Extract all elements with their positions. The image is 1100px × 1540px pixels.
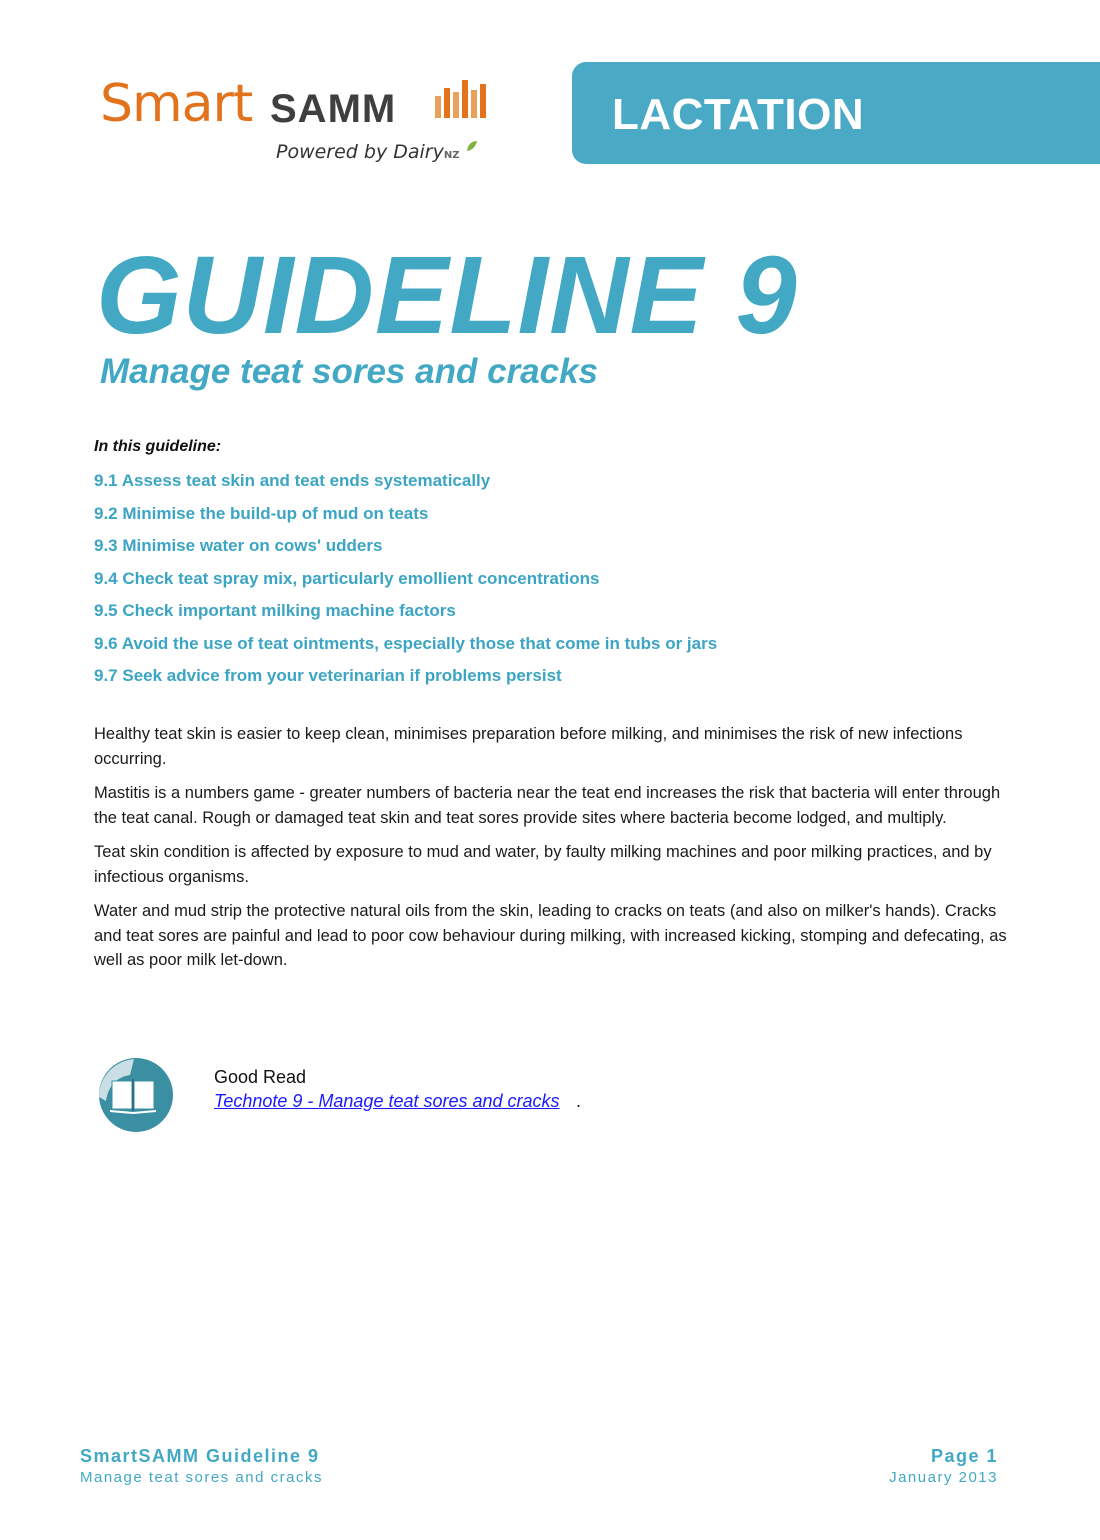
good-read-period: . (576, 1091, 582, 1111)
footer-left (80, 1444, 323, 1488)
good-read-label: Good Read (214, 1067, 307, 1087)
logo-smart-text: Smart (100, 74, 253, 134)
footer-date: January 2013 (889, 1469, 998, 1486)
book-icon (94, 1055, 176, 1135)
footer-page-number: Page 1 (930, 1446, 998, 1466)
toc-list (94, 468, 717, 696)
toc-item-9-1[interactable]: 9.1 Assess teat skin and teat ends systematically (94, 471, 491, 490)
logo-tagline-nz: NZ (443, 150, 460, 161)
smartsamm-logo (100, 72, 500, 182)
banner-label: LACTATION (612, 90, 865, 139)
logo-tagline (276, 140, 478, 163)
section-banner (572, 62, 1100, 164)
toc-item-9-4[interactable]: 9.4 Check teat spray mix, particularly emollient concentrations (94, 568, 600, 588)
body-text (94, 722, 1014, 983)
footer-doc-subtitle: Manage teat sores and cracks (80, 1469, 323, 1486)
technote-link[interactable]: Technote 9 - Manage teat sores and cracks (214, 1091, 560, 1111)
body-paragraph: Teat skin condition is affected by exposure to mud and water, by faulty milking machines and poor milking practices, and by infectious organisms. (94, 843, 992, 886)
footer-doc-title: SmartSAMM Guideline 9 (80, 1446, 320, 1466)
footer-right (889, 1444, 998, 1488)
toc-item-9-7[interactable]: 9.7 Seek advice from your veterinarian if problems persist (94, 666, 562, 685)
body-paragraph: Mastitis is a numbers game - greater numbers of bacteria near the teat end increases the risk that bacteria will enter through the teat canal. Rough or damaged teat skin and teat sores provide sites where bacteria become lodged, and multiply. (94, 784, 1001, 827)
page-subtitle: Manage teat sores and cracks (100, 352, 599, 391)
logo-samm-text: SAMM (270, 87, 397, 131)
logo-bars-icon (433, 76, 493, 122)
good-read-section (94, 1055, 694, 1135)
logo-tagline-text: Powered by Dairy (276, 141, 444, 163)
leaf-icon (466, 140, 478, 152)
body-paragraph: Water and mud strip the protective natural oils from the skin, leading to cracks on teats (and also on milker's hands). Cracks and teat sores are painful and lead to poor cow behaviour during milking, with increased kicking, stomping and defecating, as well as poor milk let-down. (94, 902, 1007, 969)
toc-item-9-2[interactable]: 9.2 Minimise the build-up of mud on teats (94, 503, 429, 523)
toc-intro: In this guideline: (94, 438, 222, 455)
toc-item-9-3[interactable]: 9.3 Minimise water on cows' udders (94, 536, 383, 555)
body-paragraph: Healthy teat skin is easier to keep clean, minimises preparation before milking, and minimises the risk of new infections occurring. (94, 725, 963, 768)
toc-item-9-5[interactable]: 9.5 Check important milking machine factors (94, 601, 456, 620)
page-title: GUIDELINE 9 (96, 234, 798, 357)
toc-item-9-6[interactable]: 9.6 Avoid the use of teat ointments, especially those that come in tubs or jars (94, 633, 718, 653)
